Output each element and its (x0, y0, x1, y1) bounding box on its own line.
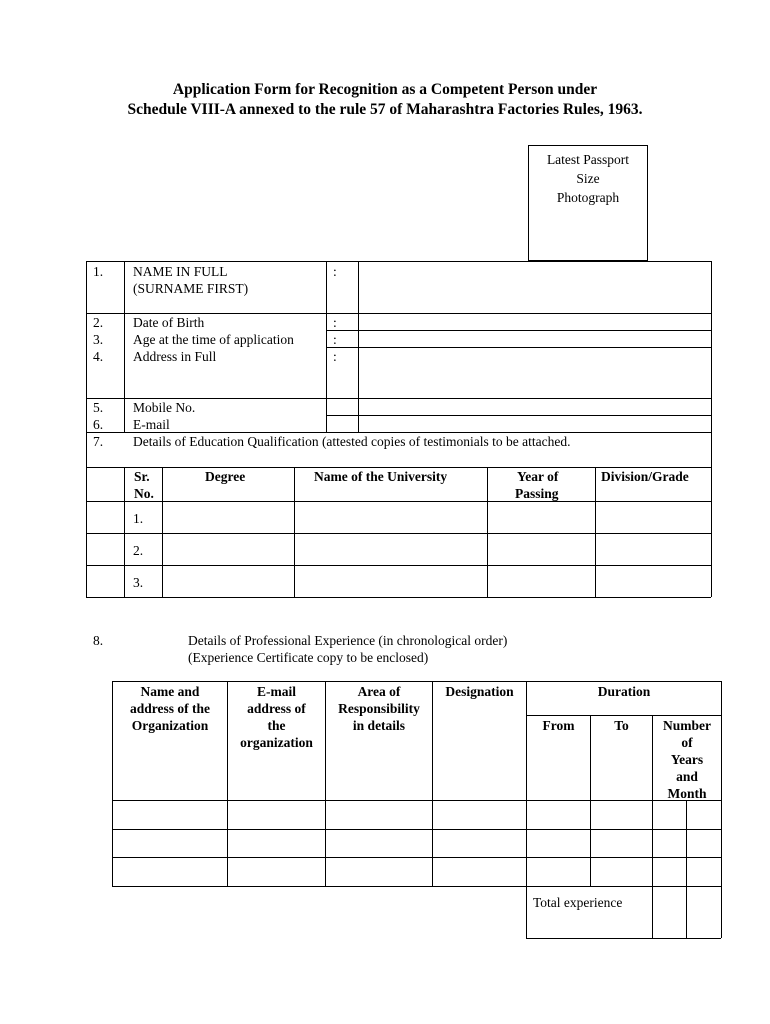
field-sep-2: : (333, 315, 337, 330)
exp-header-email-4: organization (240, 735, 313, 750)
exp-header-email-2: address of (247, 701, 306, 716)
field-label-mobile: Mobile No. (133, 400, 196, 415)
name-input-cell[interactable] (359, 262, 710, 312)
edu-header-year: Year of (517, 469, 559, 484)
experience-row[interactable] (113, 858, 720, 885)
photo-box-line1: Latest Passport (546, 152, 630, 167)
edu-header-no: No. (134, 486, 154, 501)
exp-header-area-1: Area of (357, 684, 401, 699)
field-label-dob: Date of Birth (133, 315, 205, 330)
exp-header-designation: Designation (445, 684, 514, 699)
exp-header-org-1: Name and (140, 684, 200, 699)
edu-row-1-sr: 1. (133, 511, 144, 526)
exp-header-number-1: Number (663, 718, 711, 733)
field-label-education: Details of Education Qualification (attested copies of testimonials to be attached. (133, 434, 571, 449)
total-experience-cell[interactable] (653, 887, 720, 937)
field-label-name-sub: (SURNAME FIRST) (133, 281, 249, 296)
edu-header-sr: Sr. (134, 469, 150, 484)
edu-header-university: Name of the University (314, 469, 448, 484)
exp-header-duration: Duration (597, 684, 651, 699)
address-input-cell[interactable] (359, 348, 710, 397)
email-input-cell[interactable] (359, 416, 710, 431)
edu-header-division: Division/Grade (601, 469, 689, 484)
exp-header-org-3: Organization (131, 718, 209, 733)
field-num-2: 2. (93, 315, 104, 330)
experience-section-num: 8. (93, 633, 104, 648)
form-title-line2: Schedule VIII-A annexed to the rule 57 of Maharashtra Factories Rules, 1963. (127, 101, 643, 118)
field-sep-4: : (333, 349, 337, 364)
exp-header-to: To (614, 718, 629, 733)
exp-header-from: From (542, 718, 575, 733)
form-title-line1: Application Form for Recognition as a Competent Person under (172, 81, 598, 98)
field-sep-1: : (333, 264, 337, 279)
exp-header-org-2: address of the (129, 701, 210, 716)
edu-row-3-sr: 3. (133, 575, 144, 590)
field-num-1: 1. (93, 264, 104, 279)
dob-input-cell[interactable] (359, 314, 710, 329)
field-label-age: Age at the time of application (133, 332, 294, 347)
field-num-7: 7. (93, 434, 104, 449)
exp-header-number-3: Years (670, 752, 704, 767)
exp-header-area-3: in details (352, 718, 406, 733)
total-experience-label: Total experience (533, 895, 623, 910)
edu-row-2-sr: 2. (133, 543, 144, 558)
field-num-3: 3. (93, 332, 104, 347)
exp-header-email-3: the (267, 718, 286, 733)
edu-header-passing: Passing (515, 486, 559, 501)
experience-section-title: Details of Professional Experience (in chronological order) (188, 633, 508, 648)
field-sep-3: : (333, 332, 337, 347)
exp-header-email-1: E-mail (257, 684, 296, 699)
field-num-6: 6. (93, 417, 104, 432)
exp-header-number-4: and (676, 769, 698, 784)
field-num-5: 5. (93, 400, 104, 415)
field-label-address: Address in Full (133, 349, 217, 364)
photo-box[interactable] (528, 145, 648, 261)
exp-header-number-5: Month (667, 786, 707, 801)
photo-box-line3: Photograph (556, 190, 620, 205)
edu-header-degree: Degree (205, 469, 246, 484)
field-label-email: E-mail (133, 417, 170, 432)
experience-row[interactable] (113, 801, 720, 828)
photo-box-line2: Size (576, 171, 600, 186)
field-label-name: NAME IN FULL (133, 264, 228, 279)
exp-header-area-2: Responsibility (338, 701, 420, 716)
mobile-input-cell[interactable] (359, 399, 710, 414)
exp-header-number-2: of (681, 735, 693, 750)
age-input-cell[interactable] (359, 331, 710, 346)
experience-row[interactable] (113, 830, 720, 856)
experience-section-note: (Experience Certificate copy to be enclosed) (188, 650, 429, 665)
field-num-4: 4. (93, 349, 104, 364)
